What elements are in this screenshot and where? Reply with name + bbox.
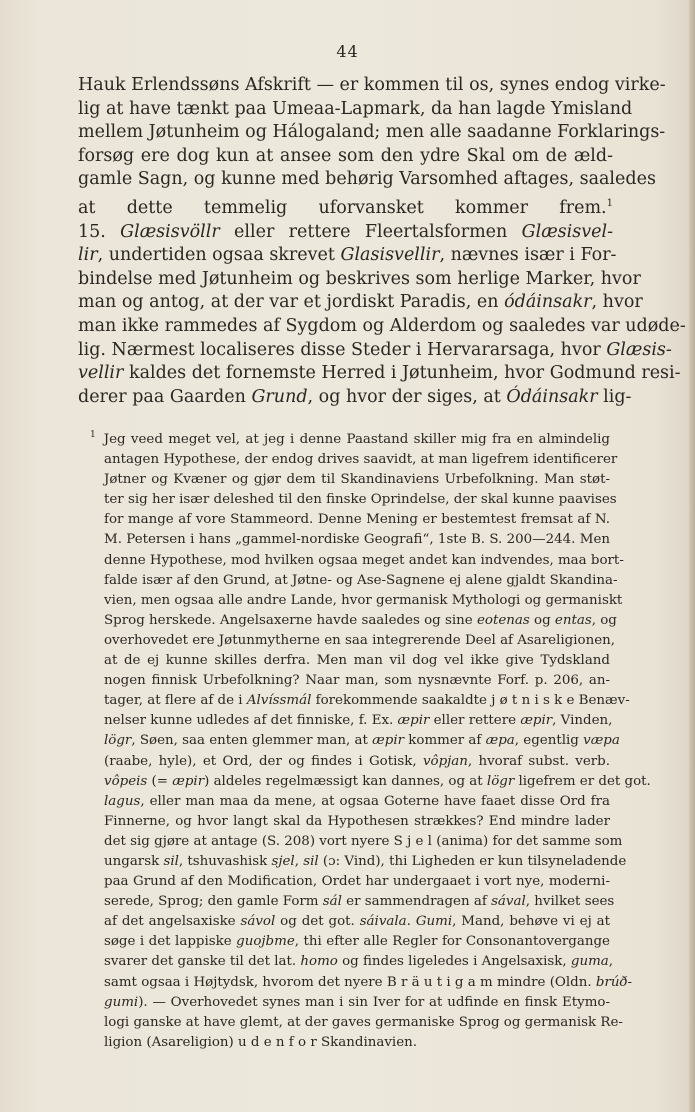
italic-term: homo: [300, 954, 338, 970]
text-line: [78, 221, 613, 245]
footnote-line: [104, 1033, 610, 1053]
text-run: er sammendragen af: [341, 894, 492, 910]
text-run: søge i det lappiske: [104, 934, 237, 950]
footnote-line: [104, 731, 620, 751]
italic-term: sjel: [271, 853, 295, 869]
footnote-marker: 1: [90, 430, 96, 440]
footnote: [90, 425, 651, 1053]
text-run: lig at have tænkt paa Umeaa-Lapmark, da han lagde Ymisland: [78, 98, 633, 119]
text-run: , hvor: [591, 292, 643, 313]
footnote-line: [104, 792, 610, 812]
text-run: , nævnes især i For-: [439, 245, 617, 266]
text-line: [78, 168, 656, 192]
italic-term: sáivala: [359, 914, 407, 930]
italic-term: æpa: [485, 733, 515, 749]
text-run: logi ganske at have glemt, at der gaves germaniske Sprog og germanisk Re-: [104, 1014, 623, 1030]
italic-term: lir: [78, 245, 98, 266]
text-run: , thi efter alle Regler for Consonantovergange: [294, 934, 610, 950]
footnote-line: [104, 450, 618, 470]
text-run: ,: [608, 954, 614, 970]
text-run: nelser kunne udledes af det finniske, f. Ex.: [104, 713, 398, 729]
italic-term: Glæsisvöllr: [120, 221, 220, 242]
text-run: og: [529, 612, 555, 628]
text-run: M. Petersen i hans „gammel-nordiske Geografi“, 1ste B. S. 200—244. Men: [104, 532, 610, 548]
text-run: kommer af: [404, 733, 486, 749]
page-edge: [689, 0, 695, 1112]
text-run: nogen finnisk Urbefolkning? Naar man, som nysnævnte Forf. p. 206, an-: [104, 673, 610, 689]
italic-term: eotenas: [476, 612, 530, 628]
text-run: forekommende saakaldte j ø t n i s k e Benæv-: [311, 693, 630, 709]
footnote-line: [104, 530, 610, 550]
text-run: , undertiden ogsaa skrevet: [97, 245, 341, 266]
italic-term: æpir: [397, 713, 430, 729]
italic-term: væpa: [583, 733, 620, 749]
footnote-line: [104, 812, 610, 832]
footnote-line: [104, 711, 613, 731]
footnote-reference: 1: [606, 197, 613, 209]
italic-term: lögr: [104, 733, 132, 749]
text-run: ) aldeles regelmæssigt kan dannes, og at: [204, 773, 487, 789]
text-run: .: [406, 914, 416, 930]
text-run: mellem Jøtunheim og Hálogaland; men alle saadanne Forklarings-: [78, 122, 666, 143]
footnote-line: [104, 631, 616, 651]
italic-term: Grund: [251, 386, 308, 407]
text-run: for mange af vore Stammeord. Denne Mening er bestemtest fremsat af N.: [104, 512, 610, 528]
text-run: man ikke rammedes af Sygdom og Alderdom og saaledes var udøde-: [78, 315, 686, 336]
text-run: (raabe, hyle), et Ord, der og findes i Gotisk,: [104, 753, 423, 769]
italic-term: ódáinsakr: [504, 292, 592, 313]
text-run: derer paa Gaarden: [78, 386, 252, 407]
footnote-line: [90, 425, 610, 450]
footnote-line: [104, 651, 610, 671]
footnote-line: [104, 591, 623, 611]
italic-term: entas: [554, 612, 592, 628]
footnote-line: [104, 852, 627, 872]
text-run: , Mand, behøve vi ej at: [452, 914, 611, 930]
text-run: denne Hypothese, mod hvilken ogsaa meget andet kan indvendes, maa bort-: [104, 552, 624, 568]
text-run: kaldes det fornemste Herred i Jøtunheim, hvor Godmund resi-: [123, 363, 681, 384]
footnote-line: [104, 932, 610, 952]
text-line: [78, 121, 666, 145]
text-run: eller rettere Fleertalsformen: [219, 221, 522, 242]
text-run: at dette temmelig uforvansket kommer frem.: [78, 197, 607, 218]
text-run: tager, at flere af de i: [104, 693, 247, 709]
text-run: overhovedet ere Jøtunmytherne en saa integrerende Deel af Asareligionen,: [104, 632, 616, 648]
text-line: [78, 145, 613, 169]
text-run: , tshuvashisk: [178, 853, 272, 869]
italic-term: sil: [163, 853, 179, 869]
text-run: ,: [294, 853, 304, 869]
footnote-line: [104, 551, 624, 571]
text-run: forsøg ere dog kun at ansee som den ydre Skal om de æld-: [78, 145, 613, 166]
text-run: , Søen, saa enten glemmer man, at: [131, 733, 373, 749]
text-line: [78, 362, 681, 386]
text-run: , Vinden,: [552, 713, 613, 729]
footnote-line: [104, 952, 614, 972]
text-line: [78, 244, 617, 268]
main-text: [78, 74, 686, 409]
text-run: , egentlig: [514, 733, 584, 749]
text-run: lig-: [597, 386, 632, 407]
footnote-line: [104, 832, 623, 852]
text-run: og findes ligeledes i Angelsaxisk,: [337, 954, 571, 970]
footnote-line: [104, 912, 610, 932]
italic-term: sávol: [240, 914, 276, 930]
text-run: 15.: [78, 221, 121, 242]
text-run: at de ej kunne skilles derfra. Men man vil dog vel ikke give Tydskland: [104, 653, 610, 669]
italic-term: Alvíssmál: [246, 693, 312, 709]
footnote-line: [104, 510, 610, 530]
footnote-line: [104, 752, 610, 772]
text-run: , hvoraf subst. verb.: [467, 753, 610, 769]
text-run: af det angelsaxiske: [104, 914, 241, 930]
italic-term: guojbme: [236, 934, 295, 950]
italic-term: vôpjan: [422, 753, 468, 769]
italic-term: sával: [491, 894, 526, 910]
footnote-line: [104, 872, 610, 892]
text-run: lig. Nærmest localiseres disse Steder i Hervararsaga, hvor: [78, 339, 607, 360]
text-run: samt ogsaa i Højtydsk, hvorom det nyere B r ä u t i g a m mindre (Oldn.: [104, 974, 596, 990]
footnote-line: [104, 973, 633, 993]
italic-term: lögr: [486, 773, 515, 789]
text-line: [78, 315, 686, 339]
text-line: [78, 74, 666, 98]
text-run: eller rettere: [429, 713, 521, 729]
italic-term: brúð-: [595, 974, 633, 990]
italic-term: Glæsisvel-: [521, 221, 613, 242]
text-run: Sprog herskede. Angelsaxerne havde saaledes og sine: [104, 612, 477, 628]
text-run: , og hvor der siges, at: [307, 386, 507, 407]
text-run: det sig gjøre at antage (S. 208) vort nyere S j e l (anima) for det samme som: [104, 833, 623, 849]
italic-term: Gumi: [415, 914, 453, 930]
text-line: [78, 268, 641, 292]
text-run: svarer det ganske til det lat.: [104, 954, 301, 970]
italic-term: gumi: [104, 994, 139, 1010]
footnote-line: [104, 1013, 623, 1033]
italic-term: æpir: [172, 773, 205, 789]
text-run: vien, men ogsaa alle andre Lande, hvor germanisk Mythologi og germaniskt: [104, 592, 623, 608]
text-line: [78, 386, 632, 410]
text-run: Hauk Erlendssøns Afskrift — er kommen til os, synes endog virke-: [78, 75, 666, 95]
footnote-line: [104, 571, 618, 591]
footnote-line: [104, 611, 617, 631]
text-run: , eller man maa da mene, at ogsaa Goterne have faaet disse Ord fra: [140, 793, 610, 809]
italic-term: Ódáinsakr: [506, 386, 598, 407]
footnote-line: [104, 772, 651, 792]
italic-term: Glæsis-: [606, 339, 672, 360]
text-run: ter sig her især deleshed til den finske Oprindelse, der skal kunne paavises: [104, 492, 617, 508]
italic-term: guma: [570, 954, 609, 970]
footnote-line: [104, 470, 610, 490]
footnote-line: [104, 691, 630, 711]
text-run: man og antog, at der var et jordiskt Paradis, en: [78, 292, 505, 313]
italic-term: sil: [303, 853, 319, 869]
text-run: ligefrem er det got.: [514, 773, 651, 789]
text-run: bindelse med Jøtunheim og beskrives som herlige Marker, hvor: [78, 268, 641, 289]
text-run: , og: [591, 612, 617, 628]
text-run: ligion (Asareligion) u d e n f o r Skandinavien.: [104, 1034, 417, 1050]
text-run: gamle Sagn, og kunne med behørig Varsomhed aftages, saaledes: [78, 169, 656, 190]
italic-term: Glasisvellir: [340, 245, 440, 266]
text-run: serede, Sprog; den gamle Form: [104, 894, 323, 910]
text-run: Jeg veed meget vel, at jeg i denne Paastand skiller mig fra en almindelig: [103, 432, 610, 447]
italic-term: lagus: [104, 793, 141, 809]
text-run: antagen Hypothese, der endog drives saavidt, at man ligefrem identificerer: [104, 452, 618, 468]
text-run: Jøtner og Kvæner og gjør dem til Skandinaviens Urbefolkning. Man støt-: [104, 472, 610, 488]
footnote-line: [104, 892, 615, 912]
text-run: , hvilket sees: [525, 894, 615, 910]
text-run: ungarsk: [104, 853, 164, 869]
text-line: [78, 98, 633, 122]
text-run: ). — Overhovedet synes man i sin Iver for at udfinde en finsk Etymo-: [138, 994, 610, 1010]
text-line: [78, 291, 643, 315]
text-line: [78, 339, 672, 363]
text-run: paa Grund af den Modification, Ordet har undergaaet i vort nye, moderni-: [104, 874, 610, 890]
italic-term: sál: [322, 894, 342, 910]
text-run: (ɔ: Vind), thi Ligheden er kun tilsyneladende: [318, 853, 627, 869]
page-number: 44: [336, 42, 359, 61]
footnote-line: [104, 671, 610, 691]
text-run: og det got.: [275, 914, 360, 930]
italic-term: vôpeis: [104, 773, 148, 789]
text-run: (=: [147, 773, 173, 789]
footnote-line: [104, 490, 617, 510]
italic-term: æpir: [372, 733, 405, 749]
italic-term: æpir: [520, 713, 553, 729]
footnote-line: [104, 993, 610, 1013]
text-line: [78, 192, 613, 221]
italic-term: vellir: [78, 363, 124, 384]
text-run: Finnerne, og hvor langt skal da Hypothesen strækkes? End mindre lader: [104, 813, 610, 829]
text-run: falde især af den Grund, at Jøtne- og Ase-Sagnene ej alene gjaldt Skandina-: [104, 572, 618, 588]
